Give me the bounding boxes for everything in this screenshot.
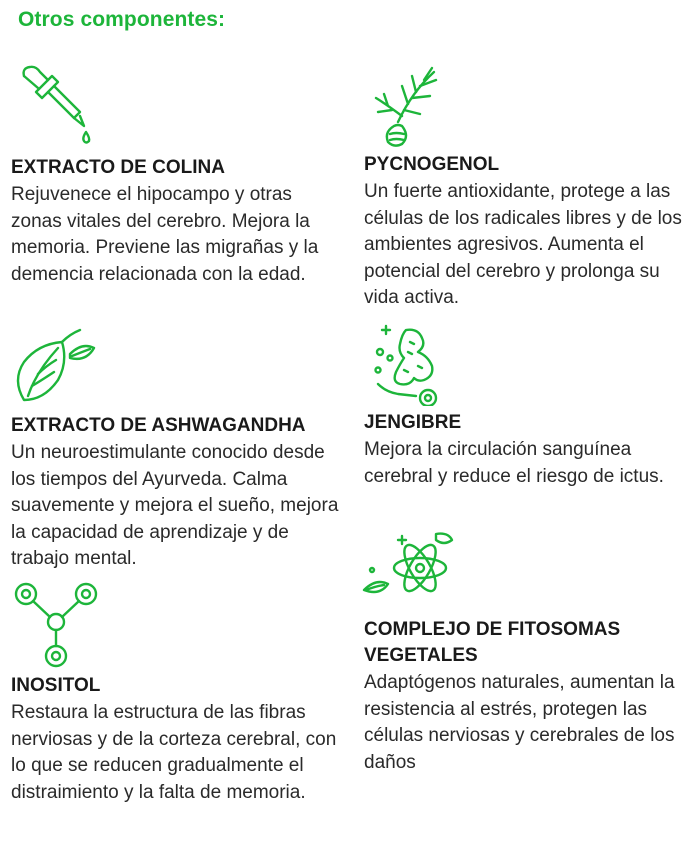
item-title: EXTRACTO DE ASHWAGANDHA [11, 415, 306, 436]
item-title: JENGIBRE [364, 412, 462, 433]
dropper-icon [18, 64, 98, 146]
atom-leaf-icon [362, 530, 458, 604]
ginger-root-icon [370, 322, 446, 406]
item-title: PYCNOGENOL [364, 154, 500, 175]
item-description: Rejuvenece el hipocampo y otras zonas vitales del cerebro. Mejora la memoria. Previene las migrañas y la demencia relacionada con la edad. [11, 184, 319, 285]
item-title: INOSITOL [11, 675, 101, 696]
section-heading: Otros componentes: [18, 8, 226, 31]
item-description: Adaptógenos naturales, aumentan la resistencia al estrés, protegen las células nerviosas y cerebrales de los daños [364, 672, 675, 773]
item-description: Mejora la circulación sanguínea cerebral y reduce el riesgo de ictus. [364, 439, 664, 487]
pine-branch-icon [372, 64, 442, 148]
item-description: Restaura la estructura de las fibras nerviosas y de la corteza cerebral, con lo que se reducen gradualmente el distraimiento y la falta de memoria. [11, 702, 337, 803]
item-description: Un fuerte antioxidante, protege a las células de los radicales libres y de los ambientes agresivos. Aumenta el potencial del cerebro y prolonga su vida activa. [364, 181, 682, 308]
item-description: Un neuroestimulante conocido desde los tiempos del Ayurveda. Calma suavemente y mejora el sueño, mejora la capacidad de aprendizaje y de trabajo mental. [11, 442, 339, 569]
seed-leaf-icon [14, 328, 100, 408]
molecule-icon [12, 582, 100, 668]
item-title: EXTRACTO DE COLINA [11, 157, 225, 178]
item-title: COMPLEJO DE FITOSOMAS VEGETALES [364, 619, 621, 666]
